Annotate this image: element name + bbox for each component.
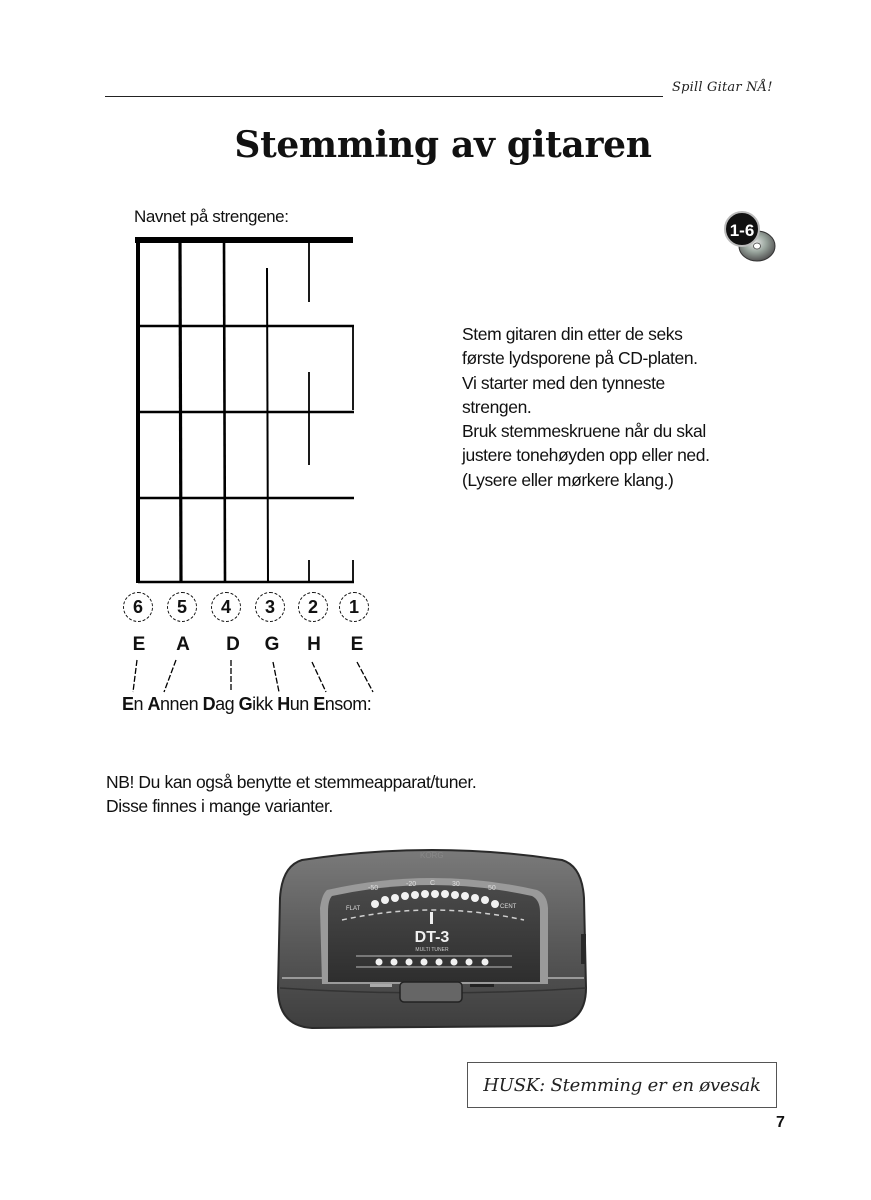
string-number-5: 5 (167, 592, 197, 622)
mnemonic-initial: H (277, 694, 290, 714)
reminder-box (467, 1062, 777, 1108)
svg-text:FLAT: FLAT (346, 906, 361, 912)
svg-text:DT-3: DT-3 (414, 929, 450, 946)
instruction-line: justere tonehøyden opp eller ned. (462, 445, 710, 466)
diagram-label: Navnet på strengene: (134, 207, 289, 226)
note-letter-3: G (264, 634, 280, 655)
mnemonic-initial: G (238, 694, 253, 714)
instruction-line: Bruk stemmeskruene når du skal (462, 421, 706, 442)
tuner-note-line: Disse finnes i mange varianter. (106, 796, 333, 816)
svg-text:30: 30 (452, 881, 460, 888)
cd-disc-icon (722, 208, 778, 264)
tuner-note (106, 770, 476, 818)
string-number-4: 4 (211, 592, 241, 622)
page-number: 7 (776, 1114, 785, 1131)
mnemonic-initial: D (202, 694, 216, 714)
instruction-line: Stem gitaren din etter de seks (462, 324, 683, 344)
mnemonic-word: ag (215, 694, 235, 714)
instruction-line: Vi starter med den tynneste (462, 372, 665, 393)
note-letter-6: E (132, 634, 146, 655)
svg-text:CENT: CENT (500, 904, 517, 910)
mnemonic-sentence (122, 694, 371, 715)
cd-track-range: 1-6 (729, 221, 755, 240)
fretboard-diagram (120, 228, 380, 598)
string-number-2: 2 (298, 592, 328, 622)
note-letter-5: A (176, 634, 190, 655)
string-number-6: 6 (123, 592, 153, 622)
mnemonic-word: n (133, 694, 144, 714)
instruction-line: første lydsporene på CD-platen. (462, 348, 698, 369)
mnemonic-word: nsom: (324, 694, 372, 714)
note-letter-2: H (307, 634, 321, 655)
svg-text:50: 50 (488, 885, 496, 892)
instructions-text (462, 322, 802, 492)
string-number-1: 1 (339, 592, 369, 622)
header-rule (105, 96, 663, 97)
svg-text:-20: -20 (406, 881, 417, 888)
svg-text:C: C (430, 880, 436, 887)
svg-text:KORG: KORG (420, 851, 444, 860)
string-number-3: 3 (255, 592, 285, 622)
mnemonic-initial: E (313, 694, 325, 714)
mnemonic-initial: E (122, 694, 134, 714)
mnemonic-initial: A (147, 694, 161, 714)
mnemonic-word: ikk (252, 694, 273, 714)
instruction-line: (Lysere eller mørkere klang.) (462, 469, 674, 490)
svg-text:MULTI TUNER: MULTI TUNER (415, 947, 449, 953)
note-letter-1: E (350, 634, 364, 655)
tuner-note-line: NB! Du kan også benytte et stemmeapparat/tuner. (106, 772, 477, 792)
page-title: Stemming av gitaren (234, 124, 652, 166)
instruction-line: strengen. (462, 396, 532, 417)
header-brand: Spill Gitar NÅ! (672, 80, 773, 95)
reminder-text: HUSK: Stemming er en øvesak (483, 1074, 761, 1096)
tuner-device-image (272, 838, 592, 1034)
svg-text:-50: -50 (368, 885, 379, 892)
note-letter-4: D (226, 634, 240, 655)
mnemonic-word: un (289, 694, 309, 714)
mnemonic-word: nnen (160, 694, 199, 714)
